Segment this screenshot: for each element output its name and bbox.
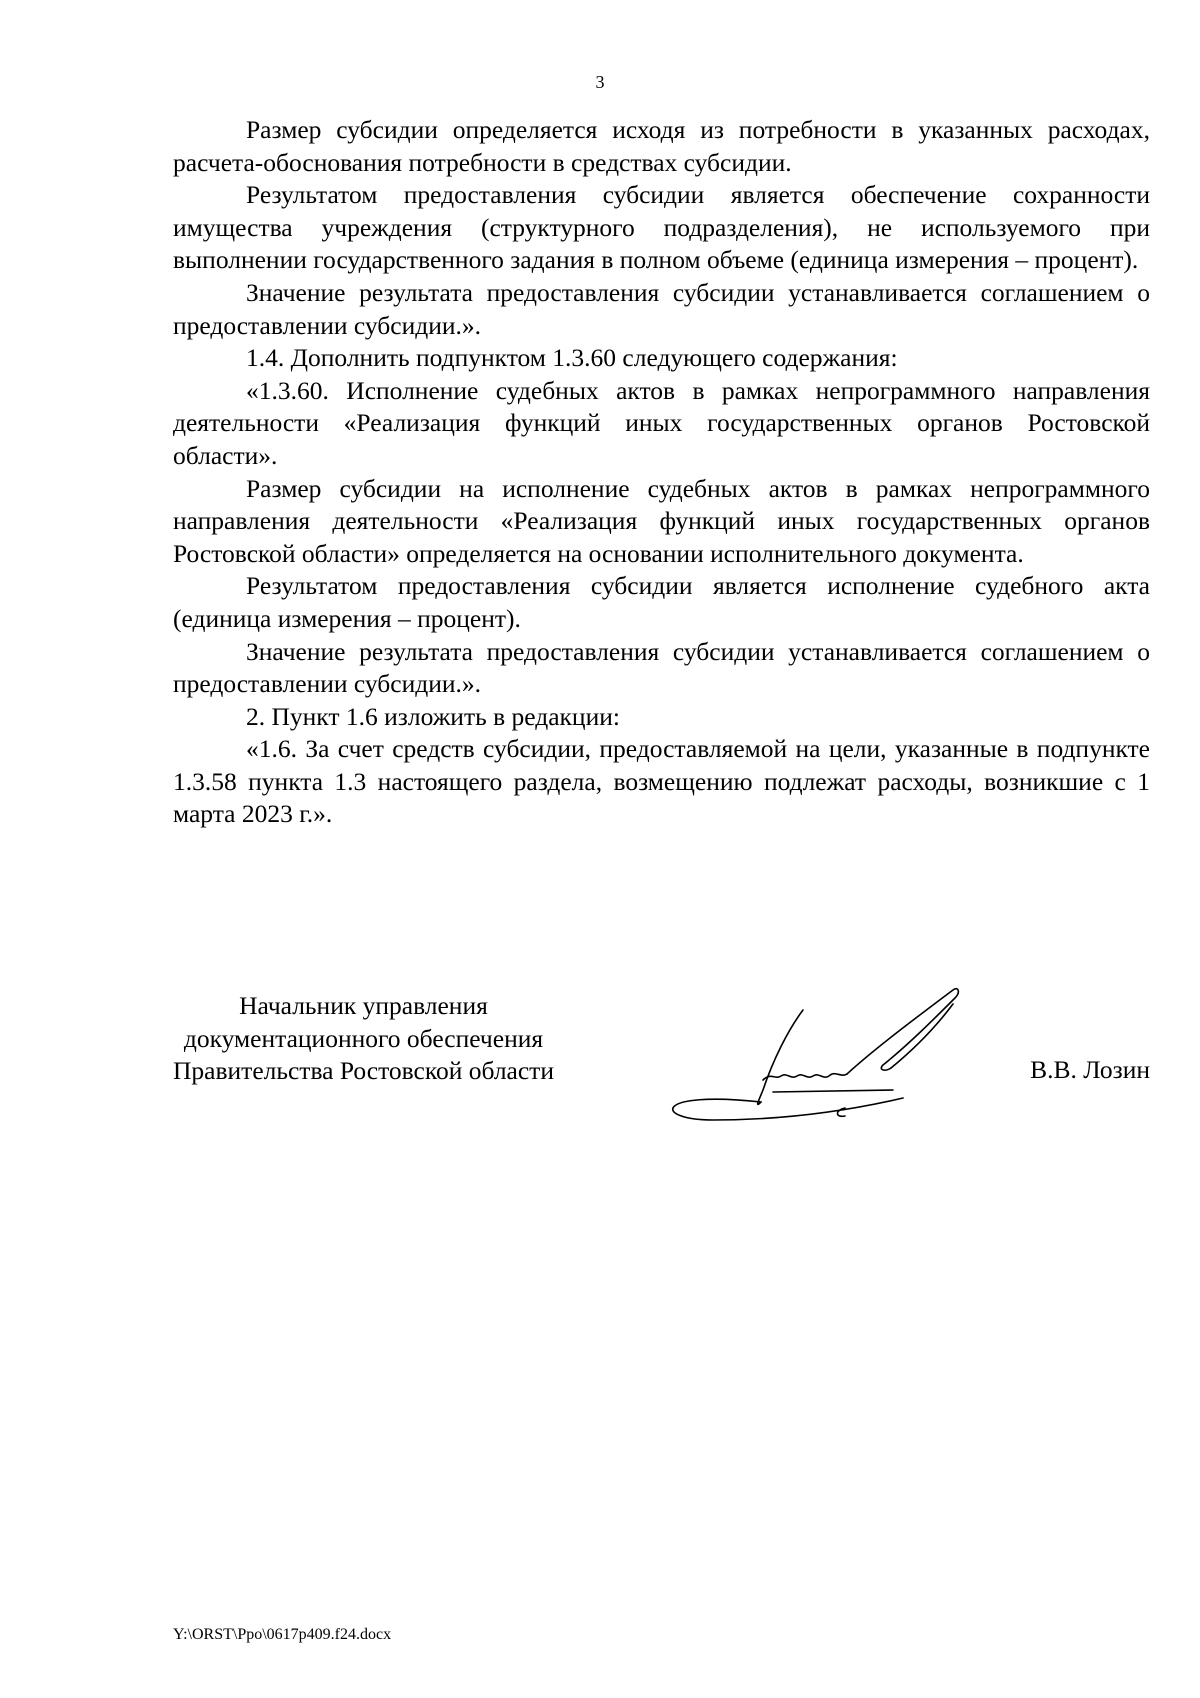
signature-block [173,990,1150,1140]
signatory-title-line: Начальник управления [239,991,488,1020]
paragraph: Значение результата предоставления субсидии устанавливается соглашением о предоставлении субсидии.». [173,636,1150,699]
file-path-footer: Y:\ORST\Ppo\0617p409.f24.docx [173,1626,392,1643]
paragraph: 2. Пункт 1.6 изложить в редакции: [246,701,620,731]
signatory-title-line: документационного обеспечения [183,1023,544,1053]
signatory-title-line: Правительства Ростовской области [173,1056,554,1086]
paragraph: «1.6. За счет средств субсидии, предоставляемой на цели, указанные в подпункте 1.3.58 пункта 1.3 настоящего раздела, возмещению подлежат расходы, возникшие с 1 марта 2023 г.». [173,734,1150,829]
handwritten-signature [653,980,993,1140]
paragraph: Значение результата предоставления субсидии устанавливается соглашением о предоставлении субсидии.». [173,277,1150,340]
signatory-title [173,990,554,1088]
paragraph: 1.4. Дополнить подпунктом 1.3.60 следующего содержания: [246,343,898,373]
paragraph: Размер субсидии на исполнение судебных актов в рамках непрограммного направления деятельности «Реализация функций иных государственных органов Ростовской области» определяется на основании исполнительного документа. [173,473,1150,568]
paragraph: Результатом предоставления субсидии является исполнение судебного акта (единица измерения – процент). [173,571,1150,633]
paragraph: Результатом предоставления субсидии является обеспечение сохранности имущества учреждения (структурного подразделения), не используемого при выполнении государственного задания в полном объеме (единица измерения – процент). [173,180,1150,275]
document-body [173,114,1150,831]
page-number: 3 [595,72,605,92]
signatory-name: В.В. Лозин [1030,1055,1150,1084]
paragraph: Размер субсидии определяется исходя из потребности в указанных расходах, расчета-обоснования потребности в средствах субсидии. [173,115,1150,177]
paragraph: «1.3.60. Исполнение судебных актов в рамках непрограммного направления деятельности «Реализация функций иных государственных органов Ростовской области». [173,375,1150,470]
